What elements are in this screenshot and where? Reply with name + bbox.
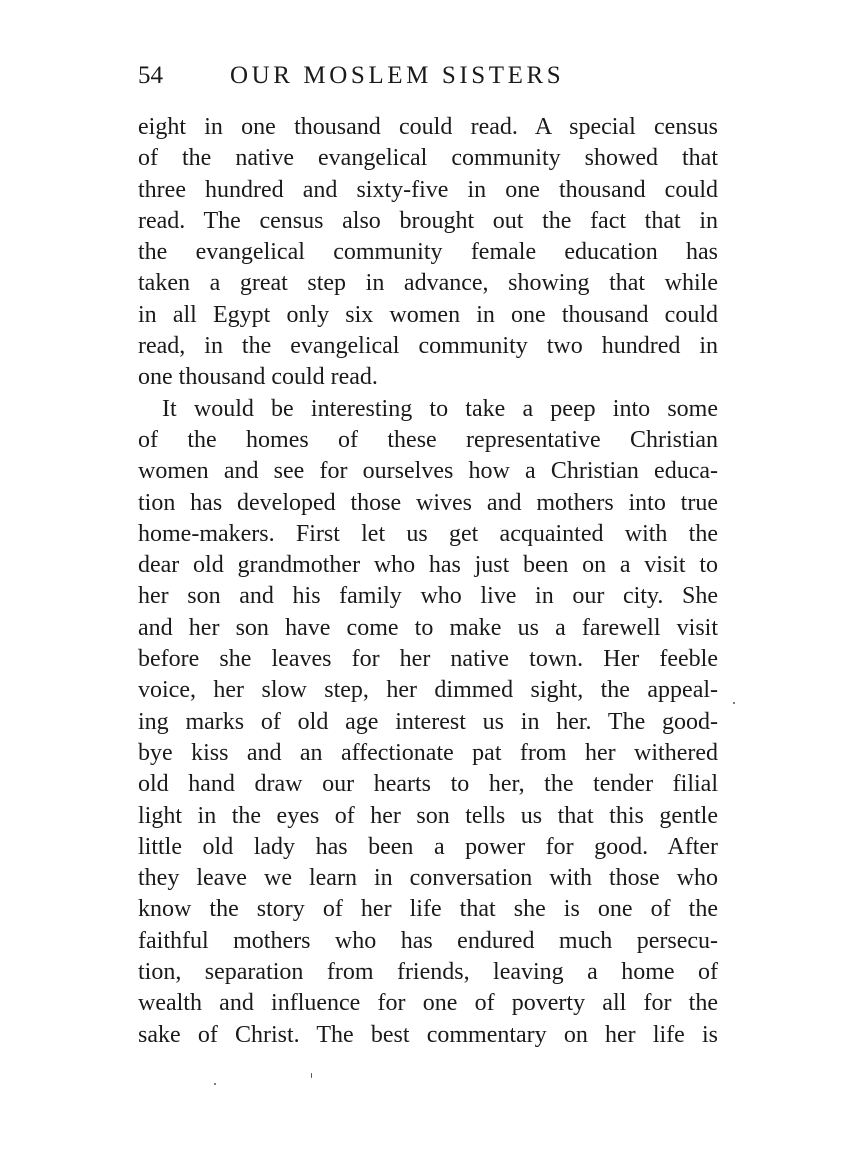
text-line: and her son have come to make us a farewell visit <box>138 614 718 641</box>
text-line: taken a great step in advance, showing that while <box>138 270 718 297</box>
text-line: know the story of her life that she is one of the <box>138 896 718 923</box>
running-head: OUR MOSLEM SISTERS <box>230 62 565 89</box>
text-line: sake of Christ. The best commentary on her life is <box>138 1021 718 1048</box>
text-line: before she leaves for her native town. Her feeble <box>138 646 718 673</box>
text-line: of the homes of these representative Christian <box>138 426 718 453</box>
text-line: voice, her slow step, her dimmed sight, the appeal- <box>138 677 718 704</box>
page-number: 54 <box>138 62 163 89</box>
text-line: faithful mothers who has endured much persecu- <box>138 927 718 954</box>
text-line: home-makers. First let us get acquainted with the <box>138 520 718 547</box>
scan-speck <box>311 1073 312 1078</box>
text-line: read, in the evangelical community two hundred in <box>138 333 718 360</box>
text-line: her son and his family who live in our city. She <box>138 583 718 610</box>
text-line: three hundred and sixty-five in one thousand could <box>138 176 718 203</box>
text-line: in all Egypt only six women in one thousand could <box>138 301 718 328</box>
text-line: light in the eyes of her son tells us that this gentle <box>138 802 718 829</box>
text-line: they leave we learn in conversation with those who <box>138 865 718 892</box>
page-header <box>138 56 718 96</box>
text-line: tion has developed those wives and mothers into true <box>138 489 718 516</box>
paragraph-start-line: It would be interesting to take a peep into some <box>162 395 718 422</box>
text-line: read. The census also brought out the fact that in <box>138 207 718 234</box>
text-line: tion, separation from friends, leaving a home of <box>138 959 718 986</box>
text-line: old hand draw our hearts to her, the tender filial <box>138 771 718 798</box>
text-line: ing marks of old age interest us in her. The good- <box>138 708 718 735</box>
text-line: of the native evangelical community showed that <box>138 145 718 172</box>
text-line: women and see for ourselves how a Christian educa- <box>138 458 718 485</box>
text-line: the evangelical community female education has <box>138 239 718 266</box>
text-line: eight in one thousand could read. A special census <box>138 114 718 140</box>
paragraph-end-line: one thousand could read. <box>138 364 378 391</box>
text-line: bye kiss and an affectionate pat from her withered <box>138 739 718 766</box>
body-text <box>138 112 718 1051</box>
text-line: wealth and influence for one of poverty all for the <box>138 990 718 1017</box>
scan-speck <box>733 702 735 704</box>
scan-speck <box>214 1083 216 1085</box>
text-line: dear old grandmother who has just been on a visit to <box>138 552 718 579</box>
text-line: little old lady has been a power for good. After <box>138 833 718 860</box>
